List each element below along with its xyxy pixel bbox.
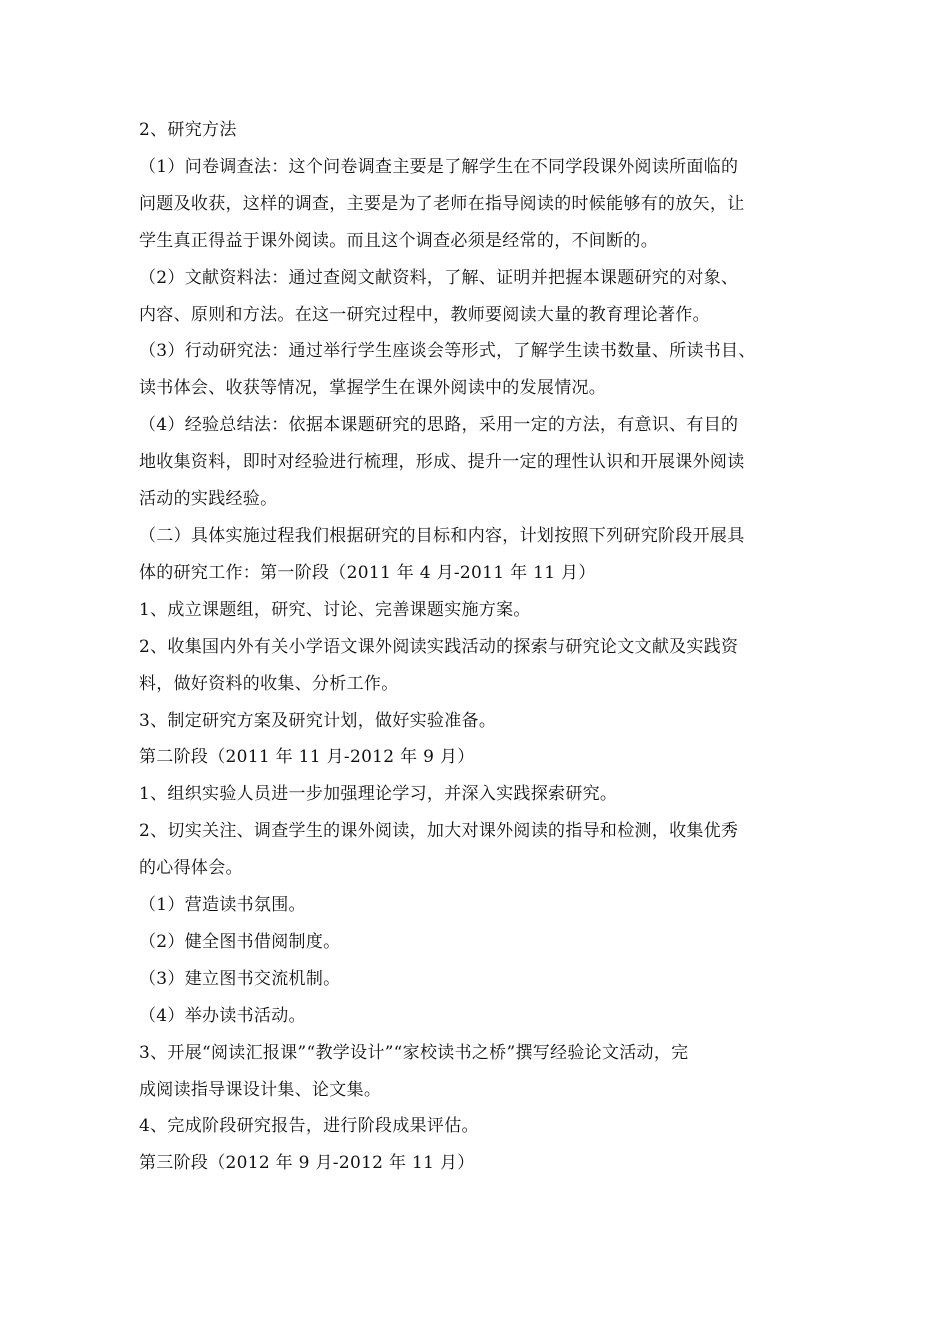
text-line: 1、成立课题组，研究、讨论、完善课题实施方案。 xyxy=(139,599,531,620)
document-body xyxy=(139,112,819,1182)
list-item xyxy=(139,703,819,740)
paragraph-questionnaire xyxy=(139,149,819,260)
text-line: （二）具体实施过程我们根据研究的目标和内容，计划按照下列研究阶段开展具 xyxy=(139,525,745,546)
list-item xyxy=(139,813,819,887)
text-line: 2、收集国内外有关小学语文课外阅读实践活动的探索与研究论文文献及实践资 xyxy=(139,636,739,657)
paragraph-action-research xyxy=(139,333,819,407)
text-line: 3、制定研究方案及研究计划，做好实验准备。 xyxy=(139,710,497,731)
text-line: 内容、原则和方法。在这一研究过程中，教师要阅读大量的教育理论著作。 xyxy=(139,304,710,325)
text-line: 地收集资料，即时对经验进行梳理，形成、提升一定的理性认识和开展课外阅读 xyxy=(139,452,745,473)
text-line: 4、完成阶段研究报告，进行阶段成果评估。 xyxy=(139,1116,479,1137)
sub-list-item xyxy=(139,924,819,961)
sub-list-item xyxy=(139,961,819,998)
text-line: 1、组织实验人员进一步加强理论学习，并深入实践探索研究。 xyxy=(139,784,618,805)
text-line: 体的研究工作：第一阶段（2011 年 4 月-2011 年 11 月） xyxy=(139,562,596,583)
text-line: 2、切实关注、调查学生的课外阅读，加大对课外阅读的指导和检测，收集优秀 xyxy=(139,821,739,842)
heading-phase-three xyxy=(139,1145,819,1182)
paragraph-implementation xyxy=(139,518,819,592)
heading-research-methods xyxy=(139,112,819,149)
text-line: 问题及收获，这样的调查，主要是为了老师在指导阅读的时候能够有的放矢，让 xyxy=(139,193,745,214)
text-line: （1）问卷调查法：这个问卷调查主要是了解学生在不同学段课外阅读所面临的 xyxy=(139,156,739,177)
text-line: 活动的实践经验。 xyxy=(139,489,278,510)
text-line: （3）行动研究法：通过举行学生座谈会等形式，了解学生读书数量、所读书目、 xyxy=(139,341,756,362)
list-item xyxy=(139,592,819,629)
sub-list-item xyxy=(139,998,819,1035)
text-line: （3）建立图书交流机制。 xyxy=(139,968,341,989)
text-line: 读书体会、收获等情况，掌握学生在课外阅读中的发展情况。 xyxy=(139,378,607,399)
paragraph-literature xyxy=(139,260,819,334)
text-line: （2）健全图书借阅制度。 xyxy=(139,931,341,952)
list-item xyxy=(139,629,819,703)
text-line: 学生真正得益于课外阅读。而且这个调查必须是经常的，不间断的。 xyxy=(139,230,658,251)
text-line: （1）营造读书氛围。 xyxy=(139,895,306,916)
list-item xyxy=(139,776,819,813)
text-line: （4）举办读书活动。 xyxy=(139,1005,306,1026)
text-line: （2）文献资料法：通过查阅文献资料，了解、证明并把握本课题研究的对象、 xyxy=(139,267,739,288)
heading-phase-two xyxy=(139,739,819,776)
paragraph-experience-summary xyxy=(139,407,819,518)
text-line: 第三阶段（2012 年 9 月-2012 年 11 月） xyxy=(139,1153,475,1174)
text-line: 的心得体会。 xyxy=(139,858,243,879)
text-line: 2、研究方法 xyxy=(139,120,237,140)
sub-list-item xyxy=(139,887,819,924)
text-line: 成阅读指导课设计集、论文集。 xyxy=(139,1079,382,1100)
list-item xyxy=(139,1108,819,1145)
text-line: 第二阶段（2011 年 11 月-2012 年 9 月） xyxy=(139,747,475,768)
text-line: （4）经验总结法：依据本课题研究的思路，采用一定的方法，有意识、有目的 xyxy=(139,415,739,436)
list-item xyxy=(139,1035,819,1109)
text-line: 料，做好资料的收集、分析工作。 xyxy=(139,673,399,694)
text-line: 3、开展“阅读汇报课”“教学设计”“家校读书之桥”撰写经验论文活动，完 xyxy=(139,1042,689,1063)
